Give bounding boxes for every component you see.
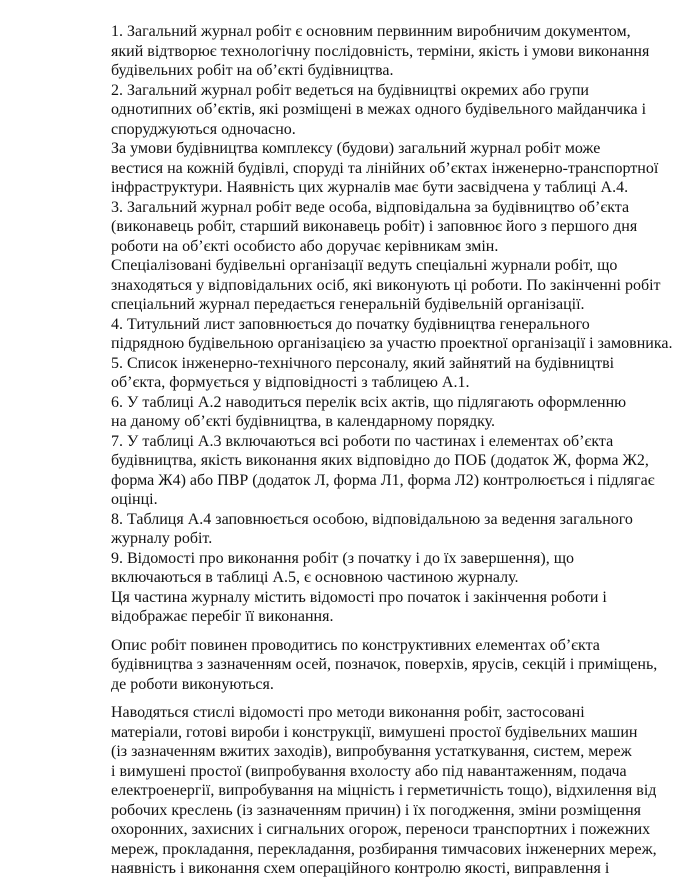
text-line: відображає перебіг її виконання.	[111, 608, 334, 625]
text-line: включаються в таблиці А.5, є основною частиною журналу.	[111, 569, 519, 586]
text-line: матеріали, готові вироби і конструкції, вимушені простої будівельних машин	[111, 723, 638, 741]
text-line: Наводяться стислі відомості про методи виконання робіт, застосовані	[111, 704, 585, 721]
text-line: Опис робіт повинен проводитись по конструктивних елементах об’єкта	[111, 636, 600, 654]
text-line: роботи на об’єкті особисто або доручає керівникам змін.	[111, 237, 499, 255]
text-line: За умови будівництва комплексу (будови) загальний журнал робіт може	[111, 140, 601, 157]
text-line: 2. Загальний журнал робіт ведеться на будівництві окремих або групи	[111, 81, 589, 99]
paragraph-1	[66, 22, 672, 81]
paragraph-3	[66, 198, 672, 257]
paragraph-9-content	[66, 588, 672, 627]
text-line: 3. Загальний журнал робіт веде особа, відповідальна за будівництво об’єкта	[111, 198, 630, 216]
text-line: вестися на кожній будівлі, споруді та лінійних об’єктах інженерно-транспортної	[111, 159, 659, 177]
paragraph-4	[66, 315, 672, 354]
text-line: 9. Відомості про виконання робіт (з початку і до їх завершення), що	[111, 549, 575, 567]
text-line: підрядною будівельною організацією за участю проектної організації і замовника.	[111, 335, 673, 352]
document-body	[66, 22, 672, 879]
text-line: електроенергії, випробування на міцність і герметичність тощо), відхилення від	[111, 782, 657, 799]
text-line: Спеціалізовані будівельні організації ведуть спеціальні журнали робіт, що	[111, 257, 618, 274]
text-line: будівництва з зазначенням осей, позначок, поверхів, ярусів, секцій і приміщень,	[111, 656, 658, 673]
text-line: 5. Список інженерно-технічного персоналу, який зайнятий на будівництві	[111, 354, 615, 372]
text-line: і вимушені простої (випробування вхолосту або під навантаженням, подача	[111, 762, 627, 780]
paragraph-9-details	[66, 703, 672, 879]
text-line: будівництва, якість виконання яких відповідно до ПОБ (додаток Ж, форма Ж2,	[111, 452, 649, 469]
text-line: мереж, прокладання, перекладання, розбирання тимчасових інженерних мереж,	[111, 840, 657, 858]
text-line: будівельних робіт на об’єкті будівництва.	[111, 62, 394, 79]
text-line: (виконавець робіт, старший виконавець робіт) і заповнює його з першого дня	[111, 218, 638, 235]
paragraph-7	[66, 432, 672, 510]
text-line: спеціальний журнал передається генеральній будівельній організації.	[111, 296, 585, 313]
text-line: інфраструктури. Наявність цих журналів має бути засвідчена у таблиці А.4.	[111, 179, 629, 196]
paragraph-6	[66, 393, 672, 432]
text-line: 4. Титульний лист заповнюється до початку будівництва генерального	[111, 315, 590, 333]
text-line: споруджуються одночасно.	[111, 120, 296, 138]
text-line: робочих креслень (із зазначенням причин) і їх погодження, зміни розміщення	[111, 801, 641, 819]
text-line: (із зазначенням вжитих заходів), випробування устаткування, систем, мереж	[111, 743, 632, 760]
paragraph-9	[66, 549, 672, 588]
text-line: об’єкта, формується у відповідності з таблицею А.1.	[111, 374, 470, 391]
text-line: наявність і виконання схем операційного контролю якості, виправлення і	[111, 860, 610, 877]
paragraph-3-special	[66, 256, 672, 315]
text-line: на даному об’єкті будівництва, в календарному порядку.	[111, 413, 496, 430]
text-line: який відтворює технологічну послідовність, терміни, якість і умови виконання	[111, 42, 650, 60]
text-line: оцінці.	[111, 491, 158, 508]
text-line: Ця частина журналу містить відомості про початок і закінчення роботи і	[111, 588, 607, 606]
text-line: 1. Загальний журнал робіт є основним первинним виробничим документом,	[111, 23, 631, 40]
paragraph-5	[66, 354, 672, 393]
text-line: знаходяться у відповідальних осіб, які виконують ці роботи. По закінченні робіт	[111, 276, 661, 294]
text-line: де роботи виконуються.	[111, 675, 274, 693]
text-line: форма Ж4) або ПВР (додаток Л, форма Л1, форма Л2) контролюється і підлягає	[111, 471, 655, 489]
text-line: журналу робіт.	[111, 530, 213, 547]
text-line: однотипних об’єктів, які розміщені в межах одного будівельного майданчика і	[111, 101, 647, 118]
paragraph-8	[66, 510, 672, 549]
text-line: 7. У таблиці А.3 включаються всі роботи по частинах і елементах об’єкта	[111, 432, 614, 450]
paragraph-2	[66, 81, 672, 140]
text-line: 6. У таблиці А.2 наводиться перелік всіх актів, що підлягають оформленню	[111, 393, 627, 411]
paragraph-9-description	[66, 636, 672, 695]
text-line: охоронних, захисних і сигнальних огорож, переноси транспортних і пожежних	[111, 821, 651, 838]
text-line: 8. Таблиця А.4 заповнюється особою, відповідальною за ведення загального	[111, 510, 633, 528]
paragraph-2-complex	[66, 139, 672, 198]
